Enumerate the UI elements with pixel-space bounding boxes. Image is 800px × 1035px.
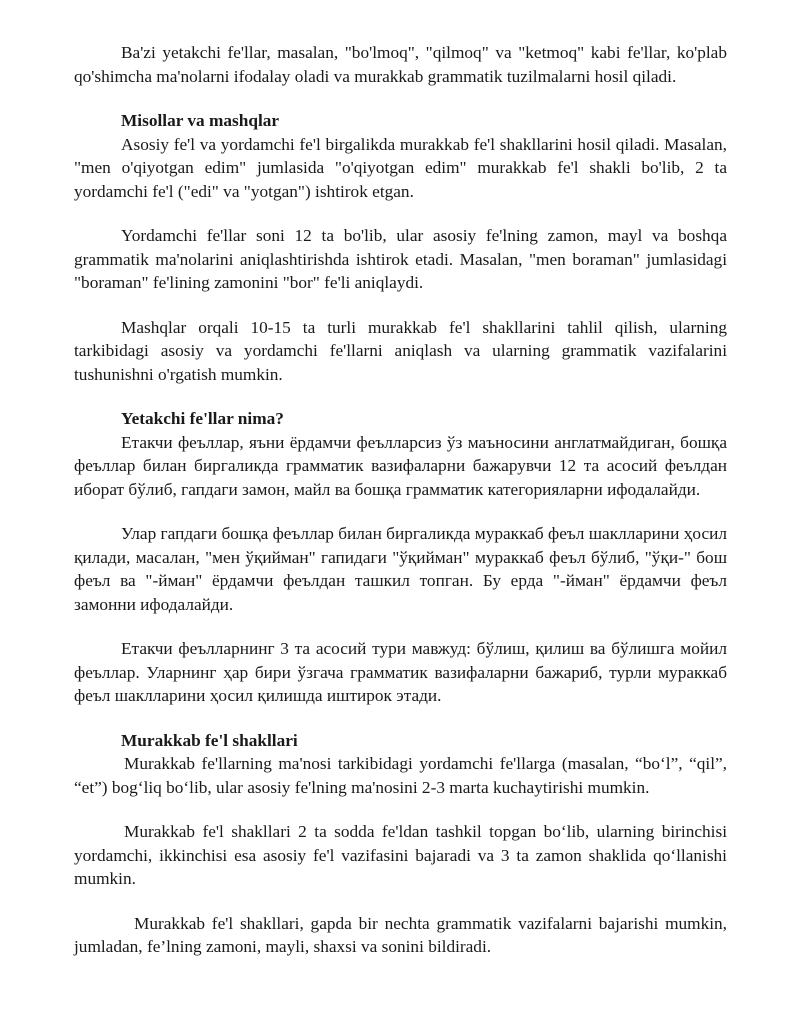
paragraph: Етакчи феълларнинг 3 та асосий тури мавжуд: бўлиш, қилиш ва бўлишга мойил феъллар. Уларнинг ҳар бири ўзгача грамматик вазифаларни бажариб, турли мураккаб феъл шаклларини ҳосил қилишда иштирок этади.: [74, 639, 727, 705]
paragraph: Murakkab fe'llarning ma'nosi tarkibidagi yordamchi fe'llarga (masalan, “bo‘l”, “qil”, “et”) bog‘liq bo‘lib, ular asosiy fe'lning ma'nosini 2-3 marta kuchaytirishi mumkin.: [74, 754, 727, 797]
section-heading-yetakchi: Yetakchi fe'llar nima?: [121, 409, 284, 428]
paragraph: Улар гапдаги бошқа феъллар билан биргаликда мураккаб феъл шаклларини ҳосил қилади, масалан, "мен ўқийман" гапидаги "ўқийман" мураккаб феъл бўлиб, "ўқи-" бош феъл ва "-йман" ёрдамчи феълдан ташкил топган. Бу ерда "-йман" ёрдамчи феъл замонни ифодалайди.: [74, 524, 727, 614]
intro-paragraph: Ba'zi yetakchi fe'llar, masalan, "bo'lmoq", "qilmoq" va "ketmoq" kabi fe'llar, ko'plab qo'shimcha ma'nolarni ifodalay oladi va murakkab grammatik tuzilmalarni hosil qiladi.: [74, 43, 727, 86]
paragraph: Asosiy fe'l va yordamchi fe'l birgalikda murakkab fe'l shakllarini hosil qiladi. Masalan, "men o'qiyotgan edim" jumlasida "o'qiyotgan edim" murakkab fe'l shakli bo'lib, 2 ta yordamchi fe'l ("edi" va "yotgan") ishtirok etgan.: [74, 134, 727, 201]
section-heading-misollar: Misollar va mashqlar: [121, 111, 280, 130]
paragraph: Murakkab fe'l shakllari 2 ta sodda fe'ldan tashkil topgan bo‘lib, ularning birinchisi yordamchi, ikkinchisi esa asosiy fe'l vazifasini bajaradi va 3 ta zamon shaklida qo‘llanishi mumkin.: [74, 822, 727, 888]
paragraph: Yordamchi fe'llar soni 12 ta bo'lib, ular asosiy fe'lning zamon, mayl va boshqa grammatik ma'nolarini aniqlashtirishda ishtirok etadi. Masalan, "men boraman" jumlasidagi "boraman" fe'lining zamonini "bor" fe'li aniqlaydi.: [74, 226, 727, 292]
section-heading-murakkab: Murakkab fe'l shakllari: [121, 730, 298, 750]
paragraph: Етакчи феъллар, яъни ёрдамчи феълларсиз ўз маъносини англатмайдиган, бошқа феъллар билан биргаликда грамматик вазифаларни бажарувчи 12 та асосий феълдан иборат бўлиб, гапдаги замон, майл ва бошқа грамматик категорияларни ифодалайди.: [74, 432, 727, 499]
paragraph: Murakkab fe'l shakllari, gapda bir nechta grammatik vazifalarni bajarishi mumkin, jumladan, fe’lning zamoni, mayli, shaxsi va sonini bildiradi.: [74, 913, 727, 956]
paragraph: Mashqlar orqali 10-15 ta turli murakkab fe'l shakllarini tahlil qilish, ularning tarkibidagi asosiy va yordamchi fe'llarni aniqlash va ularning grammatik vazifalarini tushunishni o'rgatish mumkin.: [74, 317, 727, 384]
